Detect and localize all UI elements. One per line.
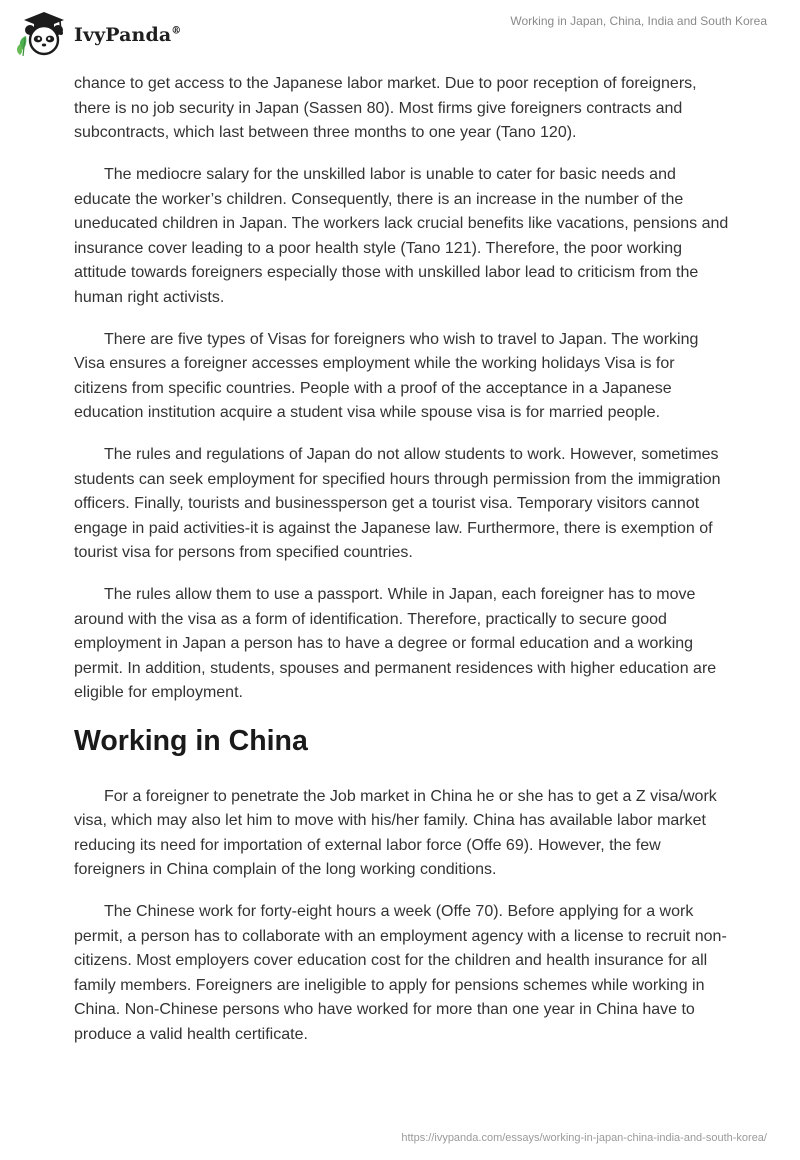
paragraph-group-china bbox=[74, 785, 730, 1048]
page-header bbox=[0, 0, 800, 72]
essay-paragraph: There are five types of Visas for foreigners who wish to travel to Japan. The working Visa ensures a foreigner accesses employment while the working holidays Visa is for citizens from specific countries. People with a proof of the acceptance in a Japanese education institution acquire a student visa while spouse visa is for married people. bbox=[74, 330, 699, 421]
essay-paragraph: The Chinese work for forty-eight hours a week (Offe 70). Before applying for a work permit, a person has to collaborate with an employment agency with a license to recruit non-citizens. Most employers cover education cost for the children and health insurance for all family members. Foreigners are ineligible to apply for pensions schemes while working in China. Non-Chinese persons who have worked for more than one year in China have to produce a valid health certificate. bbox=[74, 903, 727, 1043]
brand-name: IvyPanda® bbox=[74, 24, 182, 46]
essay-paragraph: The rules and regulations of Japan do not allow students to work. However, sometimes students can seek employment for specified hours through permission from the immigration officers. Finally, tourists and businessperson get a tourist visa. Temporary visitors cannot engage in paid activities-it is against the Japanese law. Furthermore, there is exemption of tourist visa for persons from specified countries. bbox=[74, 446, 721, 561]
essay-paragraph: The rules allow them to use a passport. While in Japan, each foreigner has to move around with the visa as a form of identification. Therefore, practically to secure good employment in Japan a person has to have a degree or formal education and a working permit. In addition, students, spouses and permanent residences with higher education are eligible for employment. bbox=[74, 586, 717, 701]
source-url[interactable]: https://ivypanda.com/essays/working-in-japan-china-india-and-south-korea/ bbox=[401, 1132, 767, 1144]
essay-content bbox=[74, 72, 730, 1065]
essay-paragraph: chance to get access to the Japanese labor market. Due to poor reception of foreigners, there is no job security in Japan (Sassen 80). Most firms give foreigners contracts and subcontracts, which last between three months to one year (Tano 120). bbox=[74, 75, 697, 141]
section-heading-working-in-china: Working in China bbox=[74, 724, 308, 757]
ivypanda-logo[interactable] bbox=[14, 8, 181, 58]
essay-paragraph: For a foreigner to penetrate the Job market in China he or she has to get a Z visa/work visa, which may also let him to move with his/her family. China has available labor market reducing its need for importation of external labor force (Offe 69). However, the few foreigners in China complain of the long working conditions. bbox=[74, 787, 717, 878]
essay-paragraph: The mediocre salary for the unskilled labor is unable to cater for basic needs and educate the worker’s children. Consequently, there is an increase in the number of the uneducated children in Japan. The workers lack crucial benefits like vacations, pensions and insurance cover leading to a poor health style (Tano 121). Therefore, the poor working attitude towards foreigners especially those with unskilled labor lead to criticism from the human right activists. bbox=[74, 166, 729, 306]
document-title: Working in Japan, China, India and South Korea bbox=[510, 14, 767, 28]
panda-graduate-logo-icon bbox=[14, 8, 70, 58]
paragraph-group-japan bbox=[74, 72, 730, 706]
